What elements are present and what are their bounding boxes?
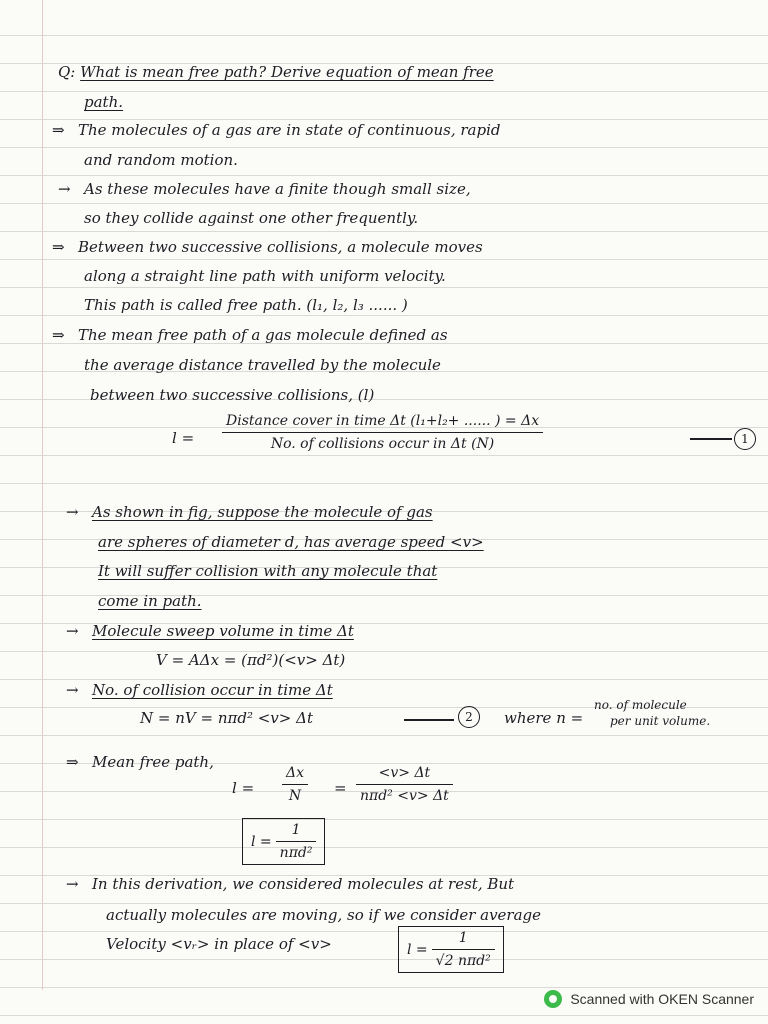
scanner-watermark-text: Scanned with OKEN Scanner (570, 991, 754, 1007)
intro-line: ⇒ The molecules of a gas are in state of continuous, rapid (52, 121, 501, 139)
mfp-equals: = (334, 779, 347, 797)
derivation-line: It will suffer collision with any molecule that (98, 562, 438, 580)
where-label: where n = (504, 709, 584, 727)
margin-line (42, 0, 43, 990)
intro-line: ⇒ Between two successive collisions, a molecule moves (52, 238, 483, 256)
mfp-lhs: l = (232, 779, 255, 797)
collision-intro: → No. of collision occur in time Δt (66, 681, 333, 699)
implies-arrow: ⇒ (52, 238, 65, 256)
tag-leader-line (404, 719, 454, 721)
derivation-line: → Molecule sweep volume in time Δt (66, 622, 354, 640)
result-fraction-1: $\frac{1}{\text{nπd²}}$ (276, 821, 317, 862)
right-arrow: → (66, 503, 79, 521)
fraction-bar (276, 841, 317, 842)
mfp-label-line: ⇒ Mean free path, (66, 753, 214, 771)
result-fraction-2: $\frac{1}{\text{√2 nπd²}}$ (432, 929, 495, 970)
intro-line: the average distance travelled by the molecule (84, 356, 441, 374)
eq1-denominator: No. of collisions occur in Δt (N) (270, 436, 495, 452)
eq1-numerator: Distance cover in time Δt (l₁+l₂+ ...... ) = Δx (226, 413, 540, 429)
fraction-bar (222, 432, 543, 433)
mfp-fraction-1: Δx N (282, 764, 308, 805)
fraction-bar (432, 949, 495, 950)
right-arrow: → (66, 681, 79, 699)
where-definition-1: no. of molecule (594, 698, 687, 712)
scanner-logo-icon (544, 990, 562, 1008)
volume-equation: V = AΔx = (πd²)(<v> Δt) (156, 651, 346, 669)
eq1-fraction (222, 412, 543, 453)
intro-line: between two successive collisions, (l) (90, 386, 375, 404)
eq1-lhs: l = (172, 429, 195, 447)
derivation-line: come in path. (98, 592, 202, 610)
intro-line: and random motion. (84, 151, 238, 169)
fraction-bar (282, 784, 308, 785)
implies-arrow: ⇒ (52, 326, 65, 344)
tag-leader-line (690, 438, 732, 440)
where-definition-2: per unit volume. (610, 714, 711, 728)
intro-line: along a straight line path with uniform velocity. (84, 267, 446, 285)
result-box-2: l = $\frac{1}{\text{√2 nπd²}}$ (398, 926, 504, 973)
derivation-line: are spheres of diameter d, has average speed <v> (98, 533, 484, 551)
fraction-bar (356, 784, 453, 785)
intro-line: → As these molecules have a finite though small size, (58, 180, 471, 198)
question-line-1 (58, 62, 494, 82)
question-text: What is mean free path? Derive equation of mean free (80, 63, 494, 81)
implies-arrow: ⇒ (66, 753, 79, 771)
collision-equation: N = nV = nπd² <v> Δt (140, 709, 313, 727)
right-arrow: → (58, 180, 71, 198)
derivation-line: → As shown in fig, suppose the molecule of gas (66, 503, 433, 521)
result-box-1: l = $\frac{1}{\text{nπd²}}$ (242, 818, 325, 865)
question-text-cont: path. (84, 93, 124, 111)
intro-line: This path is called free path. (l₁, l₂, l₃ ...... ) (84, 296, 408, 314)
conclusion-line: actually molecules are moving, so if we consider average (106, 906, 542, 924)
scanner-watermark (544, 990, 754, 1008)
question-line-2 (84, 92, 123, 112)
mfp-fraction-2: <v> Δt nπd² <v> Δt (356, 764, 453, 805)
conclusion-line: Velocity <vᵣ> in place of <v> (106, 935, 332, 953)
conclusion-line: → In this derivation, we considered molecules at rest, But (66, 875, 515, 893)
implies-arrow: ⇒ (52, 121, 65, 139)
intro-line: so they collide against one other frequently. (84, 209, 419, 227)
intro-line: ⇒ The mean free path of a gas molecule defined as (52, 326, 448, 344)
question-prefix: Q: (58, 63, 76, 81)
equation-tag-2: 2 (458, 706, 480, 728)
right-arrow: → (66, 622, 79, 640)
equation-tag-1: 1 (734, 428, 756, 450)
right-arrow: → (66, 875, 79, 893)
